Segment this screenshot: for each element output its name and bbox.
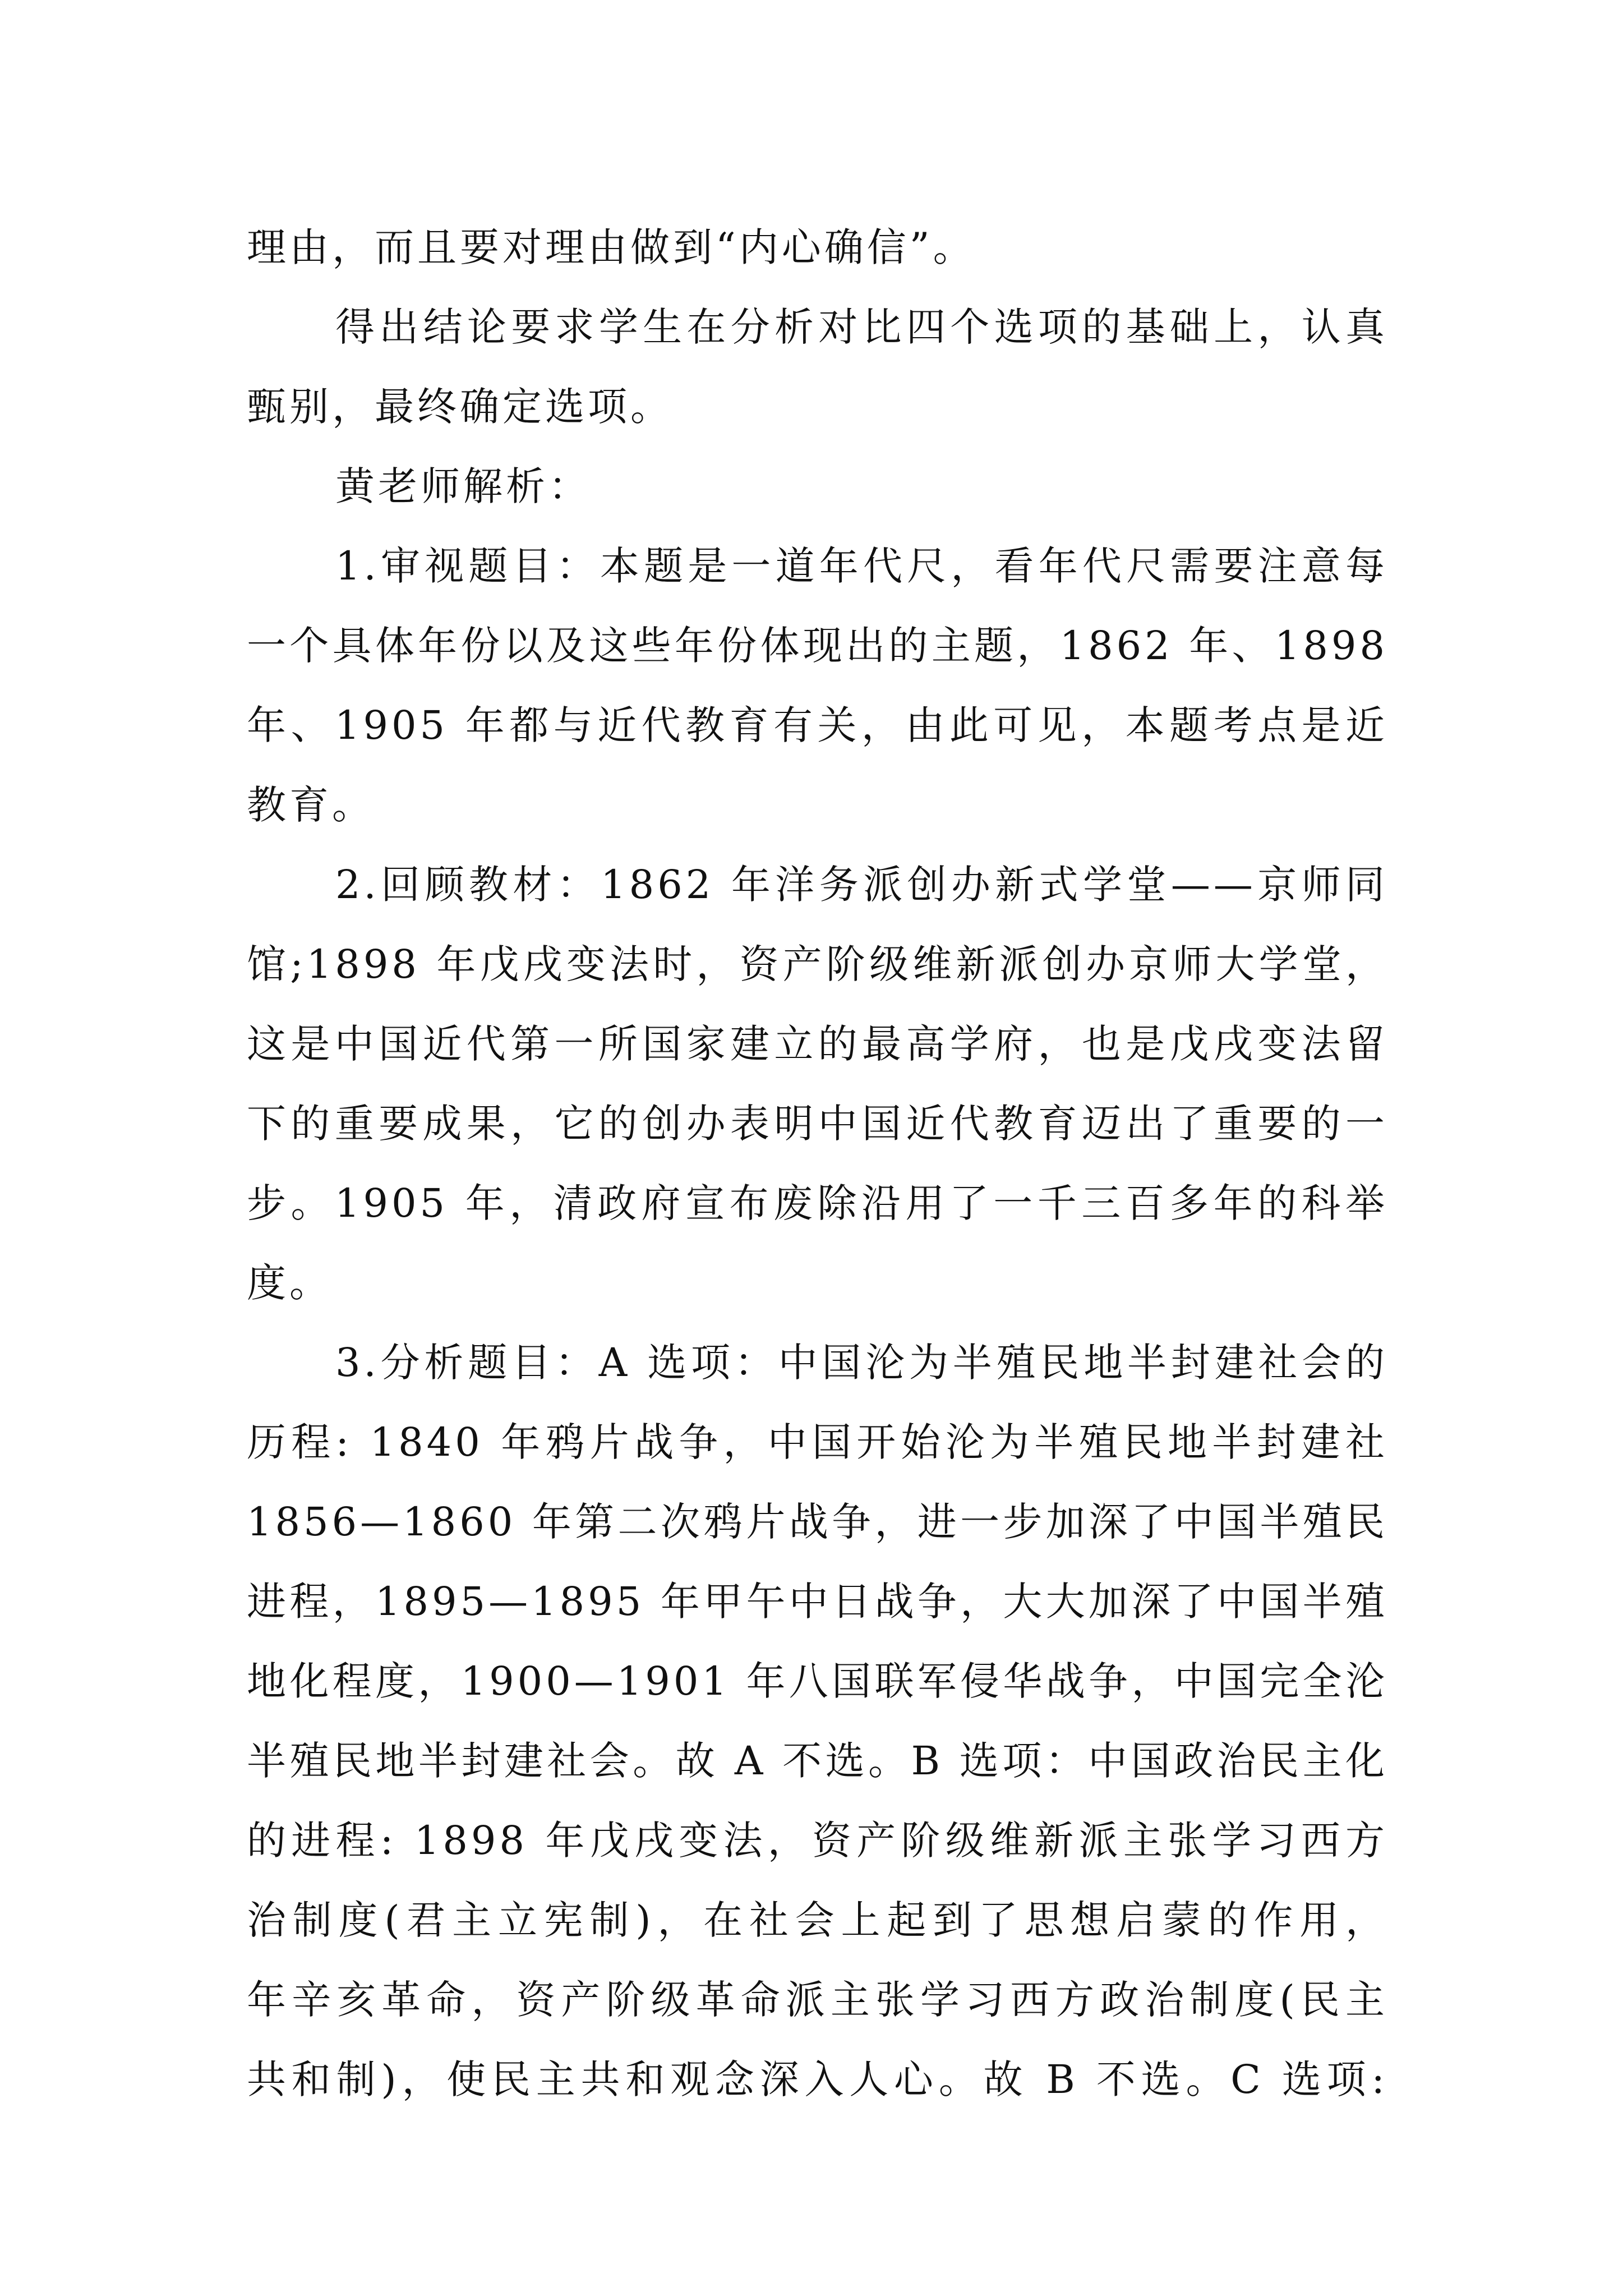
text-line: 半殖民地半封建社会。故 A 不选。B 选项：中国政治民主化: [247, 1738, 1388, 1784]
text-line: 治制度(君主立宪制)，在社会上起到了思想启蒙的作用，: [247, 1897, 1388, 1943]
text-line: 度。: [247, 1260, 332, 1306]
document-body: [247, 208, 1388, 2119]
text-line: 地化程度，1900—1901 年八国联军侵华战争，中国完全沦: [247, 1658, 1388, 1704]
text-line: 馆;1898 年戊戌变法时，资产阶级维新派创办京师大学堂，: [247, 941, 1388, 987]
text-line: 历程: 1840 年鸦片战争，中国开始沦为半殖民地半封建社: [247, 1419, 1388, 1465]
text-line: 甄别，最终确定选项。: [247, 384, 673, 430]
text-line: 下的重要成果，它的创办表明中国近代教育迈出了重要的一: [247, 1101, 1388, 1147]
text-line: 进程，1895—1895 年甲午中日战争，大大加深了中国半殖: [247, 1579, 1388, 1625]
text-line: 1856—1860 年第二次鸦片战争，进一步加深了中国半殖民: [247, 1499, 1388, 1545]
text-line: 这是中国近代第一所国家建立的最高学府，也是戊戌变法留: [247, 1021, 1388, 1067]
text-line: 的进程: 1898 年戊戌变法，资产阶级维新派主张学习西方: [247, 1818, 1388, 1864]
text-line: 教育。: [247, 782, 375, 828]
text-line: 3.分析题目：A 选项：中国沦为半殖民地半封建社会的: [335, 1340, 1388, 1386]
text-line: 1.审视题目：本题是一道年代尺，看年代尺需要注意每: [335, 543, 1388, 589]
text-line: 步。1905 年，清政府宣布废除沿用了一千三百多年的科举: [247, 1180, 1388, 1226]
text-line: 2.回顾教材：1862 年洋务派创办新式学堂——京师同: [335, 862, 1388, 908]
text-line: 共和制)，使民主共和观念深入人心。故 B 不选。C 选项:: [247, 2056, 1388, 2102]
section-label: 黄老师解析：: [335, 463, 591, 509]
text-line: 年、1905 年都与近代教育有关，由此可见，本题考点是近: [247, 702, 1388, 748]
text-line: 年辛亥革命，资产阶级革命派主张学习西方政治制度(民主: [247, 1977, 1388, 2023]
text-line: 理由，而且要对理由做到“内心确信”。: [247, 224, 976, 270]
text-line: 得出结论要求学生在分析对比四个选项的基础上，认真: [335, 304, 1388, 350]
text-line: 一个具体年份以及这些年份体现出的主题，1862 年、1898: [247, 623, 1388, 669]
